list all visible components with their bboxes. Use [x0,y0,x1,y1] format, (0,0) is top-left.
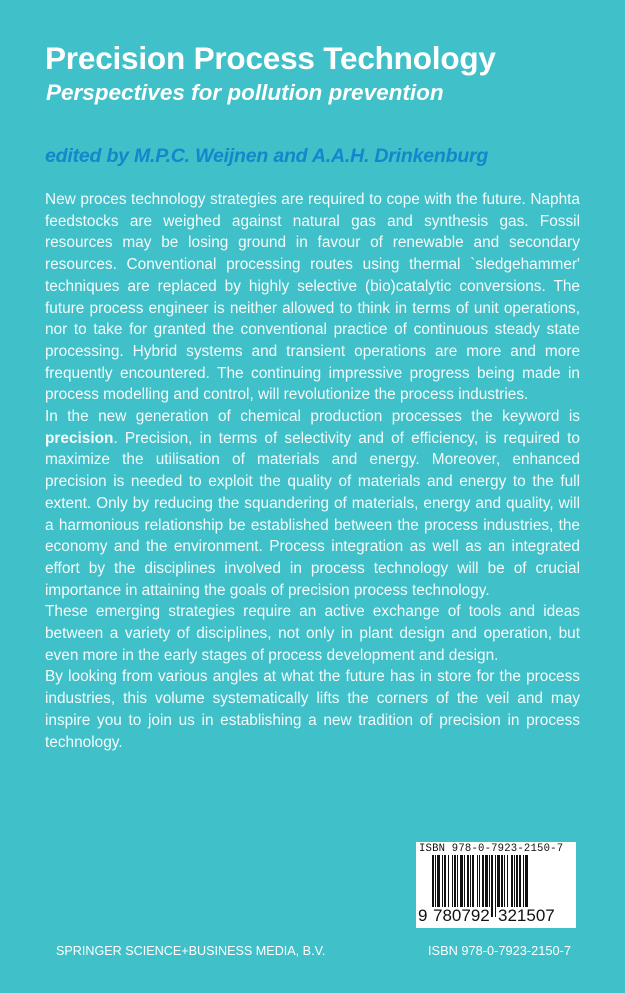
book-subtitle: Perspectives for pollution prevention [46,80,444,105]
publisher-name: SPRINGER SCIENCE+BUSINESS MEDIA, B.V. [56,944,326,958]
barcode-lead-digit: 9 [418,906,428,925]
blurb-paragraph: By looking from various angles at what the future has in store for the process industries, this volume systematically lifts the corners of the veil and may inspire you to join us in establishing a new tradition of precision in process technology. [45,668,580,751]
blurb-paragraph [45,406,580,601]
blurb [45,189,580,753]
blurb-paragraph: New proces technology strategies are required to cope with the future. Naphta feedstocks are weighed against natural gas and synthesis gas. Fossil resources may be losing ground in favour of renewable and secondary resources. Conventional processing routes using thermal `sledgehammer' techniques are replaced by highly selective (bio)catalytic conversions. The future process engineer is neither allowed to think in terms of unit operations, nor to take for granted the conventional practice of continuous steady state processing. Hybrid systems and transient operations are more and more frequently encountered. The continuing impressive progress being made in process modelling and control, will revolutionize the process industries. [45,191,580,404]
blurb-text: . Precision, in terms of selectivity and of efficiency, is required to maximize the utilisation of materials and energy. Moreover, enhanced precision is needed to exploit the quality of materials and energy to the full extent. Only by reducing the squandering of materials, energy and quality, will a harmonious relationship be established between the process industries, the economy and the environment. Process integration as well as an integrated effort by the disciplines involved in process technology will be of crucial importance in attaining the goals of precision process technology. [45,429,580,599]
barcode-left-digits: 780792 [433,906,490,925]
isbn-barcode [416,842,576,928]
book-title: Precision Process Technology [45,40,496,76]
blurb-text: In the new generation of chemical production processes the keyword is [45,408,580,426]
barcode-isbn-label: ISBN 978-0-7923-2150-7 [419,843,564,855]
isbn-text: ISBN 978-0-7923-2150-7 [428,943,571,958]
editors-credit: edited by M.P.C. Weijnen and A.A.H. Drinkenburg [45,145,489,167]
barcode-right-digits: 321507 [498,906,555,925]
blurb-paragraph: These emerging strategies require an active exchange of tools and ideas between a variety of disciplines, not only in plant design and operation, but even more in the early stages of process development and design. [45,603,580,664]
keyword-emphasis: precision [45,429,114,447]
